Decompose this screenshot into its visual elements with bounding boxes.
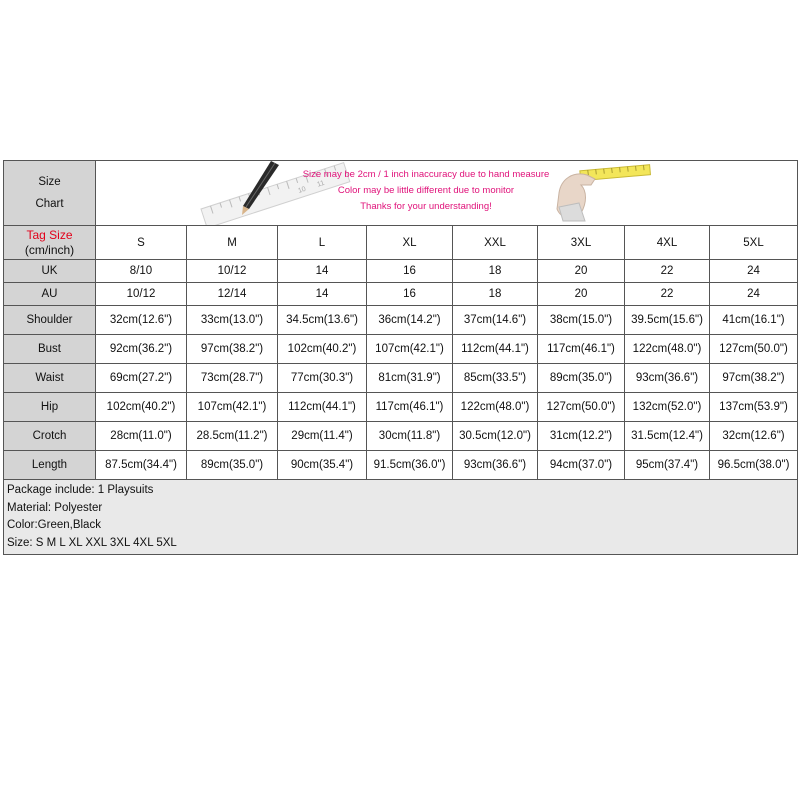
table-cell: 107cm(42.1") bbox=[187, 393, 278, 422]
table-cell: 33cm(13.0") bbox=[187, 306, 278, 335]
table-cell: 93cm(36.6") bbox=[453, 451, 538, 480]
size-header-3xl: 3XL bbox=[538, 226, 625, 260]
table-cell: 117cm(46.1") bbox=[367, 393, 453, 422]
table-cell: 20 bbox=[538, 283, 625, 306]
size-chart-title bbox=[4, 161, 96, 226]
size-header-4xl: 4XL bbox=[625, 226, 710, 260]
table-cell: 85cm(33.5") bbox=[453, 364, 538, 393]
table-row bbox=[4, 393, 798, 422]
table-cell: 117cm(46.1") bbox=[538, 335, 625, 364]
table-cell: 12/14 bbox=[187, 283, 278, 306]
table-cell: 69cm(27.2") bbox=[96, 364, 187, 393]
tag-size-label: Tag Size bbox=[26, 227, 73, 242]
tag-size-unit: (cm/inch) bbox=[24, 242, 75, 257]
notice-line: Color may be little different due to monitor bbox=[337, 185, 515, 196]
table-cell: 92cm(36.2") bbox=[96, 335, 187, 364]
row-label: UK bbox=[4, 260, 96, 283]
table-cell: 96.5cm(38.0") bbox=[710, 451, 798, 480]
info-line: Package include: 1 Playsuits bbox=[7, 484, 154, 496]
table-cell: 73cm(28.7") bbox=[187, 364, 278, 393]
title-text: Size Chart bbox=[35, 176, 64, 210]
table-cell: 31cm(12.2") bbox=[538, 422, 625, 451]
table-cell: 22 bbox=[625, 260, 710, 283]
table-cell: 90cm(35.4") bbox=[278, 451, 367, 480]
table-cell: 132cm(52.0") bbox=[625, 393, 710, 422]
table-cell: 122cm(48.0") bbox=[625, 335, 710, 364]
table-cell: 24 bbox=[710, 260, 798, 283]
info-line: Size: S M L XL XXL 3XL 4XL 5XL bbox=[7, 536, 177, 549]
size-header-l: L bbox=[278, 226, 367, 260]
table-cell: 112cm(44.1") bbox=[453, 335, 538, 364]
table-row bbox=[4, 422, 798, 451]
table-cell: 89cm(35.0") bbox=[187, 451, 278, 480]
table-row bbox=[4, 260, 798, 283]
size-header-m: M bbox=[187, 226, 278, 260]
table-row bbox=[4, 335, 798, 364]
table-cell: 8/10 bbox=[96, 260, 187, 283]
table-cell: 30.5cm(12.0") bbox=[453, 422, 538, 451]
ruler-mark: 11 bbox=[316, 179, 326, 189]
table-cell: 32cm(12.6") bbox=[710, 422, 798, 451]
table-cell: 14 bbox=[278, 260, 367, 283]
table-cell: 24 bbox=[710, 283, 798, 306]
table-cell: 97cm(38.2") bbox=[187, 335, 278, 364]
row-label: Shoulder bbox=[4, 306, 96, 335]
table-cell: 37cm(14.6") bbox=[453, 306, 538, 335]
table-cell: 30cm(11.8") bbox=[367, 422, 453, 451]
table-cell: 97cm(38.2") bbox=[710, 364, 798, 393]
tag-size-header bbox=[4, 226, 96, 260]
size-header-xl: XL bbox=[367, 226, 453, 260]
table-cell: 14 bbox=[278, 283, 367, 306]
table-row bbox=[4, 306, 798, 335]
row-label: Hip bbox=[4, 393, 96, 422]
table-row bbox=[4, 451, 798, 480]
info-line: Color:Green,Black bbox=[7, 519, 101, 531]
notice-line: Size may be 2cm / 1 inch inaccuracy due to hand measure bbox=[302, 169, 550, 180]
row-label: Crotch bbox=[4, 422, 96, 451]
row-label: Bust bbox=[4, 335, 96, 364]
table-cell: 18 bbox=[453, 260, 538, 283]
table-cell: 95cm(37.4") bbox=[625, 451, 710, 480]
table-cell: 102cm(40.2") bbox=[278, 335, 367, 364]
table-cell: 16 bbox=[367, 260, 453, 283]
table-cell: 34.5cm(13.6") bbox=[278, 306, 367, 335]
table-cell: 81cm(31.9") bbox=[367, 364, 453, 393]
table-cell: 28cm(11.0") bbox=[96, 422, 187, 451]
ruler-mark: 10 bbox=[297, 185, 307, 195]
table-cell: 39.5cm(15.6") bbox=[625, 306, 710, 335]
row-label: Waist bbox=[4, 364, 96, 393]
table-cell: 94cm(37.0") bbox=[538, 451, 625, 480]
table-cell: 137cm(53.9") bbox=[710, 393, 798, 422]
table-cell: 87.5cm(34.4") bbox=[96, 451, 187, 480]
table-cell: 16 bbox=[367, 283, 453, 306]
product-info bbox=[4, 480, 798, 555]
table-cell: 127cm(50.0") bbox=[538, 393, 625, 422]
table-cell: 10/12 bbox=[187, 260, 278, 283]
row-label: AU bbox=[4, 283, 96, 306]
table-cell: 77cm(30.3") bbox=[278, 364, 367, 393]
info-line: Material: Polyester bbox=[7, 501, 103, 514]
measurement-notice-banner bbox=[96, 161, 798, 226]
table-cell: 38cm(15.0") bbox=[538, 306, 625, 335]
table-cell: 41cm(16.1") bbox=[710, 306, 798, 335]
table-cell: 93cm(36.6") bbox=[625, 364, 710, 393]
measuring-tape-hand-icon bbox=[551, 163, 651, 223]
table-cell: 29cm(11.4") bbox=[278, 422, 367, 451]
table-cell: 122cm(48.0") bbox=[453, 393, 538, 422]
table-cell: 20 bbox=[538, 260, 625, 283]
table-cell: 31.5cm(12.4") bbox=[625, 422, 710, 451]
notice-line: Thanks for your understanding! bbox=[360, 201, 492, 212]
table-cell: 112cm(44.1") bbox=[278, 393, 367, 422]
measurement-notice bbox=[276, 167, 576, 215]
table-cell: 28.5cm(11.2") bbox=[187, 422, 278, 451]
table-row bbox=[4, 283, 798, 306]
table-cell: 10/12 bbox=[96, 283, 187, 306]
size-header-s: S bbox=[96, 226, 187, 260]
table-cell: 36cm(14.2") bbox=[367, 306, 453, 335]
table-cell: 91.5cm(36.0") bbox=[367, 451, 453, 480]
table-cell: 18 bbox=[453, 283, 538, 306]
table-row bbox=[4, 364, 798, 393]
size-header-5xl: 5XL bbox=[710, 226, 798, 260]
table-cell: 127cm(50.0") bbox=[710, 335, 798, 364]
row-label: Length bbox=[4, 451, 96, 480]
size-chart-table bbox=[3, 160, 798, 555]
size-chart-sheet bbox=[3, 160, 797, 555]
table-cell: 22 bbox=[625, 283, 710, 306]
table-cell: 102cm(40.2") bbox=[96, 393, 187, 422]
table-cell: 32cm(12.6") bbox=[96, 306, 187, 335]
table-cell: 89cm(35.0") bbox=[538, 364, 625, 393]
table-cell: 107cm(42.1") bbox=[367, 335, 453, 364]
size-header-xxl: XXL bbox=[453, 226, 538, 260]
